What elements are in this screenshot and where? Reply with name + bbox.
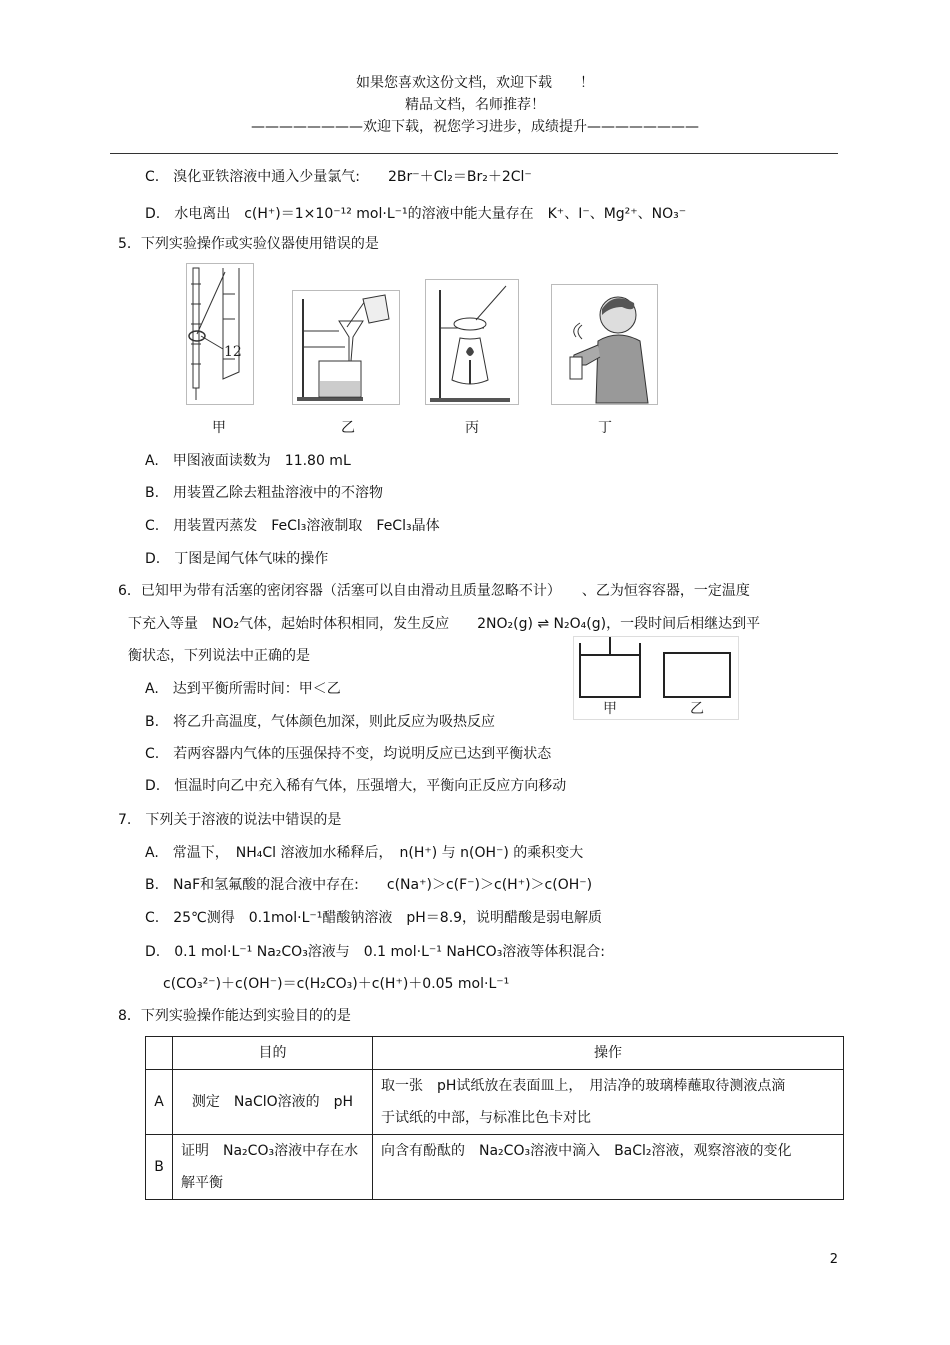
table-row-purpose: 测定 NaClO溶液的 pH xyxy=(173,1070,373,1135)
figure-label-yi: 乙 xyxy=(341,420,355,436)
table-row-purpose-line-1: 证明 Na₂CO₃溶液中存在水 xyxy=(181,1143,359,1159)
q7-stem: 7. 下列关于溶液的说法中错误的是 xyxy=(118,812,342,828)
q5-option-b: B. 用装置乙除去粗盐溶液中的不溶物 xyxy=(145,485,384,501)
q6-stem-line-1: 6．已知甲为带有活塞的密闭容器（活塞可以自由滑动且质量忽略不计） 、乙为恒容容器，一定温度 xyxy=(118,583,750,599)
q6-option-d: D. 恒温时向乙中充入稀有气体，压强增大，平衡向正反应方向移动 xyxy=(145,778,567,794)
table-header-purpose: 目的 xyxy=(173,1037,373,1070)
table-row-operation xyxy=(373,1135,844,1200)
header-divider xyxy=(110,153,838,154)
table-header-row xyxy=(146,1037,844,1070)
figure-evaporation xyxy=(425,279,519,405)
header-line-1: 如果您喜欢这份文档，欢迎下载 ！ xyxy=(356,75,594,91)
q4-option-d: D. 水电离出 c(H⁺)＝1×10⁻¹² mol·L⁻¹的溶液中能大量存在 K⁺、I⁻、Mg²⁺、NO₃⁻ xyxy=(145,206,687,222)
figure-label-bing: 丙 xyxy=(465,420,479,436)
table-row-operation-line-1: 取一张 pH试纸放在表面皿上， 用洁净的玻璃棒蘸取待测液点滴 xyxy=(381,1078,786,1094)
table-row-operation xyxy=(373,1070,844,1135)
q7-option-b: B. NaF和氢氟酸的混合液中存在: c(Na⁺)＞c(F⁻)＞c(H⁺)＞c(OH⁻) xyxy=(145,877,593,893)
experiment-table xyxy=(145,1036,844,1200)
figure-burette xyxy=(186,263,254,405)
q6-stem-line-3: 衡状态，下列说法中正确的是 xyxy=(128,648,310,664)
table-header-key xyxy=(146,1037,173,1070)
table-row-operation-line-1: 向含有酚酞的 Na₂CO₃溶液中滴入 BaCl₂溶液，观察溶液的变化 xyxy=(381,1143,792,1159)
figure-label-jia: 甲 xyxy=(212,420,226,436)
q5-stem: 5．下列实验操作或实验仪器使用错误的是 xyxy=(118,236,379,252)
q5-option-a: A. 甲图液面读数为 11.80 mL xyxy=(145,453,351,469)
q6-stem-line-2: 下充入等量 NO₂气体，起始时体积相同，发生反应 2NO₂(g) ⇌ N₂O₄(g)，一段时间后相继达到平 xyxy=(128,616,761,632)
container-label-jia: 甲 xyxy=(603,701,617,717)
q7-option-d-equation: c(CO₃²⁻)＋c(OH⁻)＝c(H₂CO₃)＋c(H⁺)＋0.05 mol·L⁻¹ xyxy=(163,976,510,992)
table-row-purpose xyxy=(173,1135,373,1200)
figure-filtration xyxy=(292,290,400,405)
q4-option-c: C. 溴化亚铁溶液中通入少量氯气: 2Br⁻＋Cl₂＝Br₂＋2Cl⁻ xyxy=(145,169,532,185)
table-row-key: A xyxy=(146,1070,173,1135)
header-line-3: ————————欢迎下载，祝您学习进步，成绩提升———————— xyxy=(251,119,699,135)
table-header-operation: 操作 xyxy=(373,1037,844,1070)
container-label-yi: 乙 xyxy=(690,701,704,717)
figure-smelling-gas xyxy=(551,284,658,405)
q7-option-a: A. 常温下， NH₄Cl 溶液加水稀释后， n(H⁺) 与 n(OH⁻) 的乘积变大 xyxy=(145,845,584,861)
q6-option-a: A. 达到平衡所需时间：甲＜乙 xyxy=(145,681,341,697)
q5-option-d: D. 丁图是闻气体气味的操作 xyxy=(145,551,329,567)
q7-option-c: C. 25℃测得 0.1mol·L⁻¹醋酸钠溶液 pH＝8.9，说明醋酸是弱电解质 xyxy=(145,910,603,926)
q6-option-c: C. 若两容器内气体的压强保持不变，均说明反应已达到平衡状态 xyxy=(145,746,552,762)
q6-option-b: B. 将乙升高温度，气体颜色加深，则此反应为吸热反应 xyxy=(145,714,496,730)
table-row-key: B xyxy=(146,1135,173,1200)
table-row-purpose-line-2: 解平衡 xyxy=(181,1175,223,1191)
q5-option-c: C. 用装置丙蒸发 FeCl₃溶液制取 FeCl₃晶体 xyxy=(145,518,440,534)
figure-containers xyxy=(573,636,739,720)
q7-option-d: D. 0.1 mol·L⁻¹ Na₂CO₃溶液与 0.1 mol·L⁻¹ NaHCO₃溶液等体积混合: xyxy=(145,944,606,960)
table-row xyxy=(146,1135,844,1200)
q8-stem: 8．下列实验操作能达到实验目的的是 xyxy=(118,1008,351,1024)
figure-label-ding: 丁 xyxy=(598,420,612,436)
page-number: 2 xyxy=(829,1252,838,1267)
header-line-2: 精品文档，名师推荐！ xyxy=(405,97,545,113)
burette-mark-12: 12 xyxy=(224,344,242,360)
table-row-operation-line-2: 于试纸的中部，与标准比色卡对比 xyxy=(381,1110,591,1126)
table-row xyxy=(146,1070,844,1135)
